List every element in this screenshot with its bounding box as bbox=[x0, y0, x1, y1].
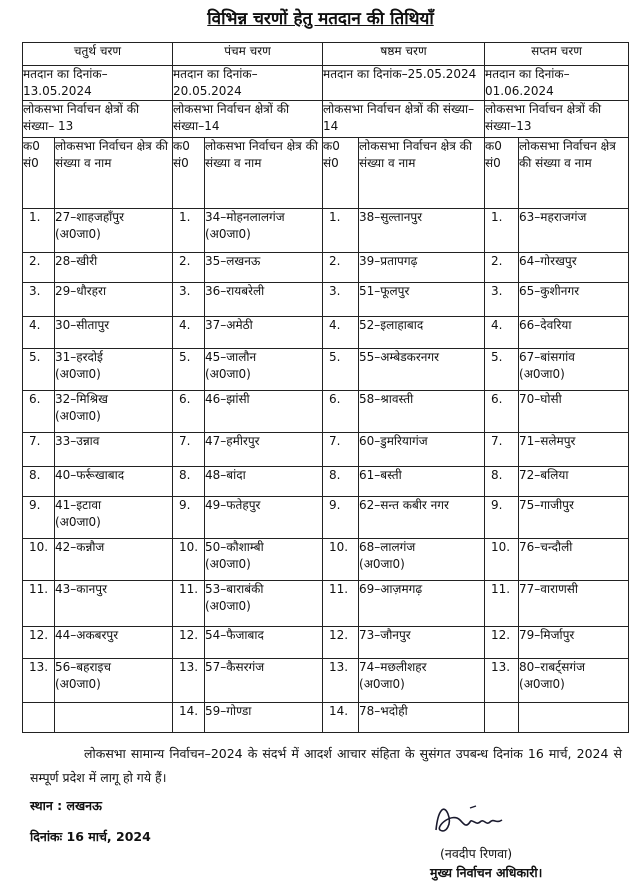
constituency-name: 75–गाजीपुर bbox=[519, 498, 574, 512]
constituency-count: लोकसभा निर्वाचन क्षेत्रों की संख्या–14 bbox=[323, 101, 485, 138]
serial-number: 5. bbox=[173, 349, 205, 391]
code-of-conduct-note: लोकसभा सामान्य निर्वाचन–2024 के संदर्भ में आदर्श आचार संहिता के सुसंगत उपबन्ध दिनांक 16 मार्च, 2024 से सम्पूर्ण प्रदेश में लागू हो गये हैं। bbox=[30, 746, 622, 785]
constituency-name: 72–बलिया bbox=[519, 468, 569, 482]
serial-number: 8. bbox=[485, 467, 519, 497]
reserved-tag: (अ0जा0) bbox=[55, 677, 101, 691]
serial-number: 12. bbox=[485, 627, 519, 659]
constituency-cell bbox=[205, 283, 323, 317]
serial-number: 5. bbox=[323, 349, 359, 391]
constituency-name: 34–मोहनलालगंज bbox=[205, 210, 285, 224]
serial-number: 8. bbox=[323, 467, 359, 497]
constituency-cell bbox=[205, 349, 323, 391]
constituency-name: 38–सुल्तानपुर bbox=[359, 210, 423, 224]
constituency-count: लोकसभा निर्वाचन क्षेत्रों की संख्या–13 bbox=[485, 101, 629, 138]
constituency-name: 59–गोण्डा bbox=[205, 704, 252, 718]
constituency-cell bbox=[55, 391, 173, 433]
constituency-name: 73–जौनपुर bbox=[359, 628, 411, 642]
constituency-cell bbox=[205, 581, 323, 627]
serial-number: 9. bbox=[485, 497, 519, 539]
constituency-cell bbox=[55, 433, 173, 467]
constituency-name: 67–बांसगांव bbox=[519, 350, 575, 364]
constituency-name: 48–बांदा bbox=[205, 468, 246, 482]
reserved-tag: (अ0जा0) bbox=[205, 227, 251, 241]
constituency-cell bbox=[359, 627, 485, 659]
table-row bbox=[23, 497, 629, 539]
serial-number: 5. bbox=[485, 349, 519, 391]
constituency-name: 58–श्रावस्ती bbox=[359, 392, 414, 406]
constituency-cell bbox=[359, 253, 485, 283]
constituency-name: 27–शाहजहॉंपुर bbox=[55, 210, 125, 224]
constituency-cell bbox=[519, 581, 629, 627]
constituency-name: 79–मिर्जापुर bbox=[519, 628, 575, 642]
reserved-tag: (अ0जा0) bbox=[205, 557, 251, 571]
constituency-name: 51–फूलपुर bbox=[359, 284, 410, 298]
serial-number: 1. bbox=[173, 209, 205, 253]
constituency-cell bbox=[205, 433, 323, 467]
constituency-column-header: लोकसभा निर्वाचन क्षेत्र की संख्या व नाम bbox=[205, 138, 323, 209]
serial-number: 10. bbox=[173, 539, 205, 581]
serial-column-header: क0 सं0 bbox=[173, 138, 205, 209]
phase-header-row bbox=[23, 43, 629, 66]
constituency-cell bbox=[519, 539, 629, 581]
constituency-name: 64–गोरखपुर bbox=[519, 254, 577, 268]
poll-date: मतदान का दिनांक–20.05.2024 bbox=[173, 66, 323, 101]
constituency-name: 69–आज़मगढ़ bbox=[359, 582, 423, 596]
poll-date-row bbox=[23, 66, 629, 101]
place-line: स्थान : लखनऊ bbox=[30, 798, 102, 813]
constituency-cell bbox=[55, 497, 173, 539]
constituency-column-header: लोकसभा निर्वाचन क्षेत्र की संख्या व नाम bbox=[55, 138, 173, 209]
constituency-cell bbox=[55, 467, 173, 497]
serial-number: 7. bbox=[173, 433, 205, 467]
constituency-name: 43–कानपुर bbox=[55, 582, 107, 596]
constituency-cell bbox=[519, 627, 629, 659]
constituency-name: 49–फतेहपुर bbox=[205, 498, 261, 512]
constituency-name: 78–भदोही bbox=[359, 704, 408, 718]
serial-number: 9. bbox=[323, 497, 359, 539]
constituency-cell bbox=[519, 467, 629, 497]
serial-number: 6. bbox=[485, 391, 519, 433]
constituency-name: 65–कुशीनगर bbox=[519, 284, 580, 298]
constituency-cell bbox=[359, 391, 485, 433]
constituency-name: 40–फर्रूखाबाद bbox=[55, 468, 125, 482]
serial-number: 12. bbox=[173, 627, 205, 659]
constituency-cell bbox=[205, 391, 323, 433]
constituency-name: 31–हरदोई bbox=[55, 350, 103, 364]
constituency-name: 37–अमेठी bbox=[205, 318, 253, 332]
constituency-cell bbox=[55, 627, 173, 659]
table-row bbox=[23, 433, 629, 467]
serial-number: 6. bbox=[323, 391, 359, 433]
serial-number: 8. bbox=[23, 467, 55, 497]
constituency-name: 74–मछलीशहर bbox=[359, 660, 427, 674]
serial-number: 11. bbox=[323, 581, 359, 627]
serial-number: 3. bbox=[485, 283, 519, 317]
serial-number: 13. bbox=[323, 659, 359, 703]
constituency-name: 63–महराजगंज bbox=[519, 210, 587, 224]
column-header-row bbox=[23, 138, 629, 209]
table-row bbox=[23, 391, 629, 433]
constituency-name: 77–वाराणसी bbox=[519, 582, 578, 596]
signature-mark bbox=[430, 800, 510, 840]
constituency-cell bbox=[55, 253, 173, 283]
constituency-cell bbox=[359, 209, 485, 253]
reserved-tag: (अ0जा0) bbox=[359, 677, 405, 691]
constituency-cell bbox=[519, 317, 629, 349]
constituency-cell bbox=[205, 627, 323, 659]
reserved-tag: (अ0जा0) bbox=[55, 515, 101, 529]
constituency-cell bbox=[205, 253, 323, 283]
serial-number: 14. bbox=[173, 703, 205, 733]
page-title: विभिन्न चरणों हेतु मतदान की तिथियॉं bbox=[207, 9, 434, 29]
table-row bbox=[23, 349, 629, 391]
constituency-name: 70–घोसी bbox=[519, 392, 562, 406]
serial-number: 11. bbox=[485, 581, 519, 627]
serial-number: 3. bbox=[323, 283, 359, 317]
constituency-name: 50–कौशाम्बी bbox=[205, 540, 264, 554]
constituency-cell bbox=[55, 539, 173, 581]
serial-number: 3. bbox=[173, 283, 205, 317]
serial-number: 5. bbox=[23, 349, 55, 391]
constituency-column-header: लोकसभा निर्वाचन क्षेत्र की संख्या व नाम bbox=[519, 138, 629, 209]
constituency-cell bbox=[55, 283, 173, 317]
constituency-cell bbox=[359, 497, 485, 539]
constituency-cell bbox=[359, 283, 485, 317]
constituency-name: 60–डुमरियागंज bbox=[359, 434, 428, 448]
constituency-name: 53–बाराबंकी bbox=[205, 582, 264, 596]
constituency-cell bbox=[519, 253, 629, 283]
constituency-count: लोकसभा निर्वाचन क्षेत्रों की संख्या– 13 bbox=[23, 101, 173, 138]
phase-name: चतुर्थ चरण bbox=[23, 43, 173, 66]
serial-number: 8. bbox=[173, 467, 205, 497]
constituency-cell bbox=[519, 349, 629, 391]
constituency-name: 30–सीतापुर bbox=[55, 318, 110, 332]
poll-date: मतदान का दिनांक–25.05.2024 bbox=[323, 66, 485, 101]
serial-number: 2. bbox=[485, 253, 519, 283]
reserved-tag: (अ0जा0) bbox=[519, 367, 565, 381]
phase-schedule-table bbox=[22, 42, 629, 733]
table-row bbox=[23, 659, 629, 703]
constituency-cell bbox=[205, 467, 323, 497]
reserved-tag: (अ0जा0) bbox=[205, 367, 251, 381]
serial-number: 7. bbox=[23, 433, 55, 467]
serial-number: 10. bbox=[23, 539, 55, 581]
serial-number: 9. bbox=[23, 497, 55, 539]
constituency-cell bbox=[205, 209, 323, 253]
serial-number: 10. bbox=[485, 539, 519, 581]
constituency-cell bbox=[359, 317, 485, 349]
constituency-name: 62–सन्त कबीर नगर bbox=[359, 498, 449, 512]
constituency-name: 61–बस्ती bbox=[359, 468, 402, 482]
constituency-cell bbox=[205, 317, 323, 349]
constituency-cell bbox=[359, 581, 485, 627]
constituency-cell bbox=[55, 349, 173, 391]
signatory-name: (नवदीप रिणवा) bbox=[440, 846, 513, 861]
serial-number: 2. bbox=[323, 253, 359, 283]
serial-number: 13. bbox=[173, 659, 205, 703]
table-row bbox=[23, 209, 629, 253]
serial-number: 2. bbox=[173, 253, 205, 283]
constituency-name: 57–कैसरगंज bbox=[205, 660, 265, 674]
constituency-name: 66–देवरिया bbox=[519, 318, 572, 332]
serial-number: 6. bbox=[173, 391, 205, 433]
constituency-name: 42–कन्नौज bbox=[55, 540, 105, 554]
constituency-cell bbox=[519, 283, 629, 317]
constituency-cell bbox=[519, 703, 629, 733]
constituency-count: लोकसभा निर्वाचन क्षेत्रों की संख्या–14 bbox=[173, 101, 323, 138]
serial-number: 13. bbox=[485, 659, 519, 703]
constituency-cell bbox=[359, 659, 485, 703]
constituency-name: 29–धौरहरा bbox=[55, 284, 107, 298]
constituency-cell bbox=[359, 349, 485, 391]
constituency-column-header: लोकसभा निर्वाचन क्षेत्र की संख्या व नाम bbox=[359, 138, 485, 209]
constituency-cell bbox=[55, 209, 173, 253]
constituency-cell bbox=[519, 659, 629, 703]
constituency-cell bbox=[519, 209, 629, 253]
serial-number: 10. bbox=[323, 539, 359, 581]
constituency-name: 68–लालगंज bbox=[359, 540, 416, 554]
constituency-cell bbox=[55, 703, 173, 733]
constituency-cell bbox=[205, 703, 323, 733]
serial-number: 11. bbox=[173, 581, 205, 627]
constituency-cell bbox=[359, 467, 485, 497]
constituency-cell bbox=[205, 497, 323, 539]
signatory-title: मुख्य निर्वाचन अधिकारी। bbox=[430, 865, 543, 880]
serial-number: 7. bbox=[485, 433, 519, 467]
serial-number: 4. bbox=[485, 317, 519, 349]
constituency-name: 54–फैजाबाद bbox=[205, 628, 264, 642]
serial-number: 4. bbox=[323, 317, 359, 349]
serial-number bbox=[485, 703, 519, 733]
table-row bbox=[23, 627, 629, 659]
constituency-name: 76–चन्दौली bbox=[519, 540, 573, 554]
serial-number: 13. bbox=[23, 659, 55, 703]
constituency-cell bbox=[519, 433, 629, 467]
reserved-tag: (अ0जा0) bbox=[519, 677, 565, 691]
serial-number: 3. bbox=[23, 283, 55, 317]
serial-number: 11. bbox=[23, 581, 55, 627]
serial-column-header: क0 सं0 bbox=[23, 138, 55, 209]
serial-number: 4. bbox=[23, 317, 55, 349]
constituency-count-row bbox=[23, 101, 629, 138]
table-row bbox=[23, 253, 629, 283]
constituency-name: 36–रायबरेली bbox=[205, 284, 265, 298]
table-row bbox=[23, 467, 629, 497]
constituency-cell bbox=[519, 391, 629, 433]
constituency-cell bbox=[359, 703, 485, 733]
phase-name: पंचम चरण bbox=[173, 43, 323, 66]
reserved-tag: (अ0जा0) bbox=[55, 227, 101, 241]
serial-number: 1. bbox=[485, 209, 519, 253]
reserved-tag: (अ0जा0) bbox=[55, 367, 101, 381]
constituency-name: 47–हमीरपुर bbox=[205, 434, 260, 448]
constituency-name: 33–उन्नाव bbox=[55, 434, 100, 448]
serial-number: 4. bbox=[173, 317, 205, 349]
constituency-name: 46–झांसी bbox=[205, 392, 250, 406]
serial-number: 6. bbox=[23, 391, 55, 433]
constituency-name: 28–खीरी bbox=[55, 254, 98, 268]
constituency-name: 71–सलेमपुर bbox=[519, 434, 576, 448]
constituency-cell bbox=[359, 539, 485, 581]
constituency-cell bbox=[205, 659, 323, 703]
constituency-name: 32–मिश्रिख bbox=[55, 392, 108, 406]
constituency-name: 80–राबर्ट्सगंज bbox=[519, 660, 585, 674]
constituency-cell bbox=[55, 659, 173, 703]
table-row bbox=[23, 283, 629, 317]
constituency-cell bbox=[359, 433, 485, 467]
phase-name: षष्ठम चरण bbox=[323, 43, 485, 66]
reserved-tag: (अ0जा0) bbox=[55, 409, 101, 423]
serial-number: 14. bbox=[323, 703, 359, 733]
serial-number: 2. bbox=[23, 253, 55, 283]
date-line: दिनांकः 16 मार्च, 2024 bbox=[30, 829, 151, 844]
constituency-cell bbox=[205, 539, 323, 581]
constituency-name: 41–इटावा bbox=[55, 498, 102, 512]
serial-number: 12. bbox=[23, 627, 55, 659]
phase-name: सप्तम चरण bbox=[485, 43, 629, 66]
reserved-tag: (अ0जा0) bbox=[359, 557, 405, 571]
table-row bbox=[23, 317, 629, 349]
poll-date: मतदान का दिनांक–01.06.2024 bbox=[485, 66, 629, 101]
serial-column-header: क0 सं0 bbox=[323, 138, 359, 209]
constituency-cell bbox=[519, 497, 629, 539]
constituency-name: 55–अम्बेडकरनगर bbox=[359, 350, 440, 364]
constituency-name: 45–जालौन bbox=[205, 350, 257, 364]
constituency-cell bbox=[55, 317, 173, 349]
serial-number bbox=[23, 703, 55, 733]
serial-number: 1. bbox=[23, 209, 55, 253]
serial-number: 12. bbox=[323, 627, 359, 659]
constituency-name: 52–इलाहाबाद bbox=[359, 318, 424, 332]
table-row bbox=[23, 703, 629, 733]
reserved-tag: (अ0जा0) bbox=[205, 599, 251, 613]
table-row bbox=[23, 581, 629, 627]
poll-date: मतदान का दिनांक–13.05.2024 bbox=[23, 66, 173, 101]
constituency-name: 35–लखनऊ bbox=[205, 254, 261, 268]
serial-column-header: क0 सं0 bbox=[485, 138, 519, 209]
constituency-name: 44–अकबरपुर bbox=[55, 628, 119, 642]
constituency-cell bbox=[55, 581, 173, 627]
serial-number: 1. bbox=[323, 209, 359, 253]
serial-number: 9. bbox=[173, 497, 205, 539]
table-row bbox=[23, 539, 629, 581]
constituency-name: 56–बहराइच bbox=[55, 660, 112, 674]
constituency-name: 39–प्रतापगढ़ bbox=[359, 254, 418, 268]
serial-number: 7. bbox=[323, 433, 359, 467]
